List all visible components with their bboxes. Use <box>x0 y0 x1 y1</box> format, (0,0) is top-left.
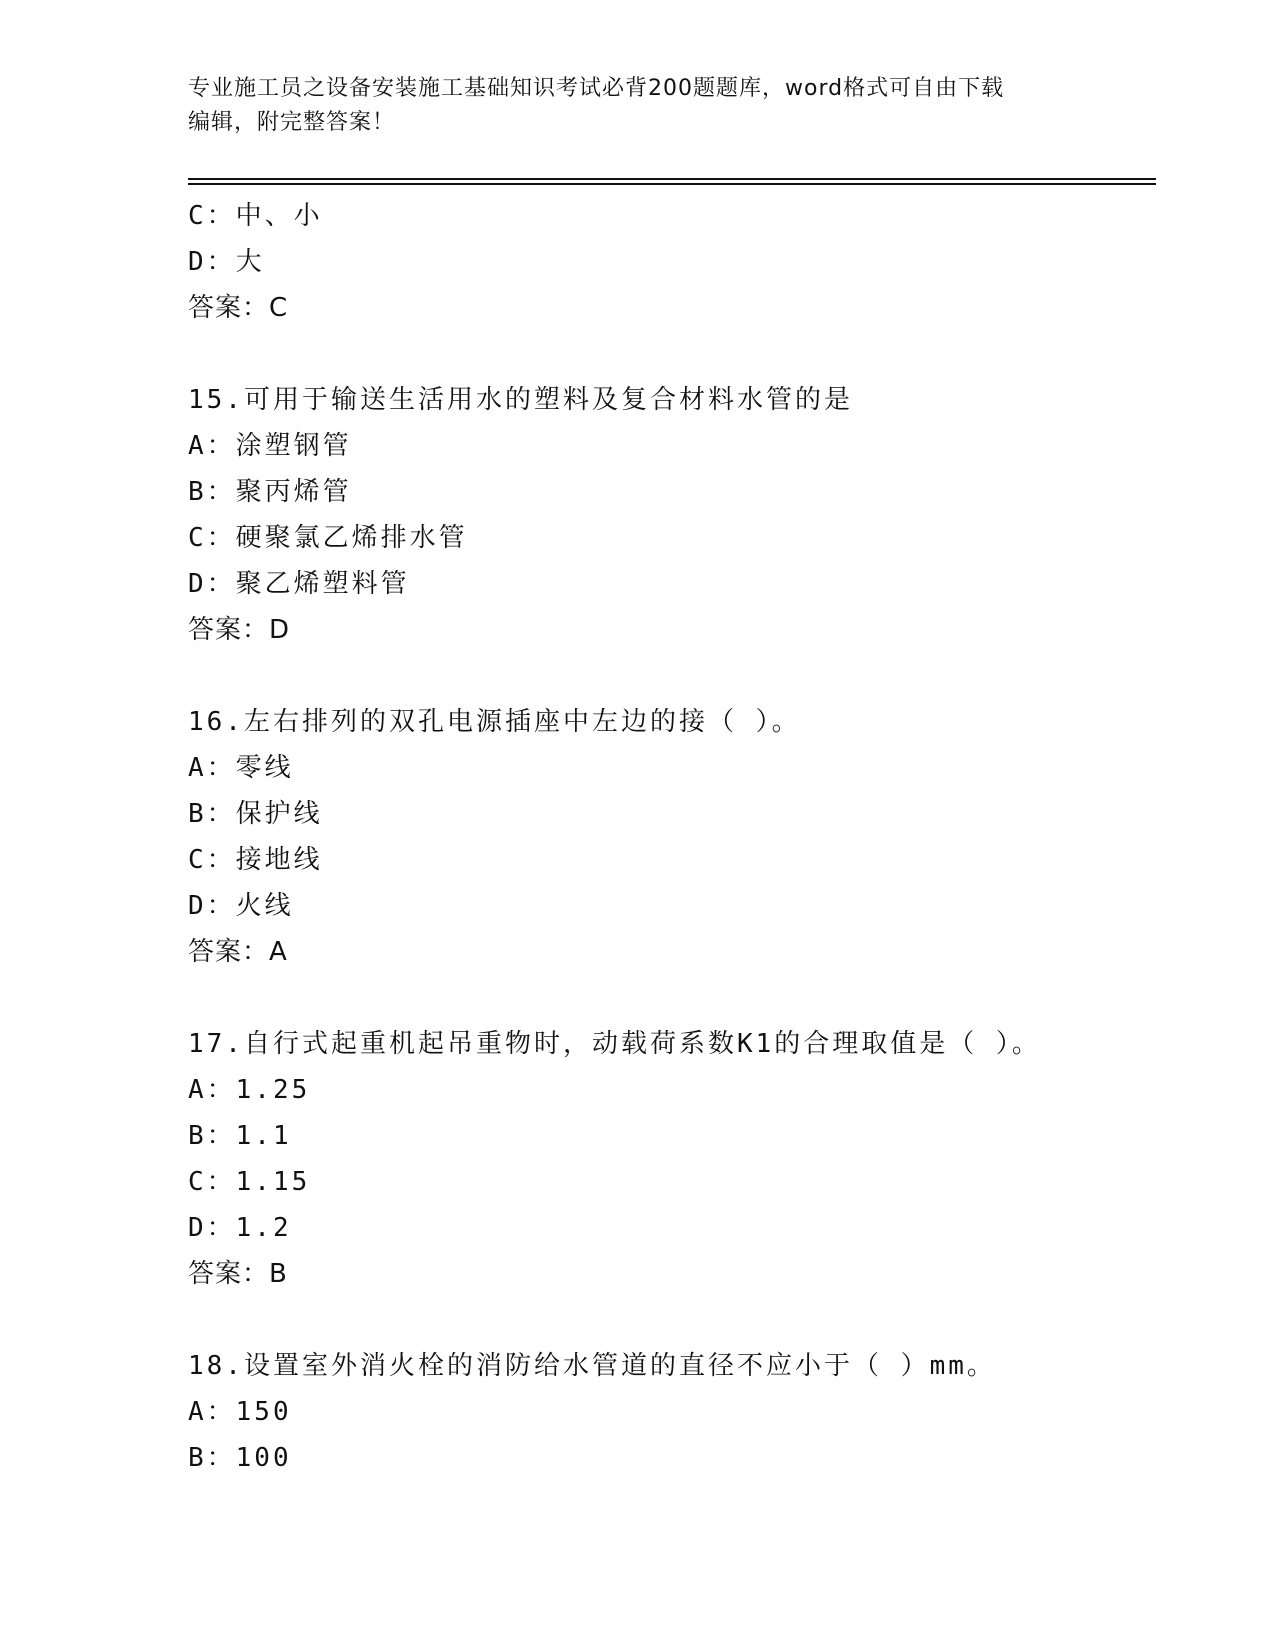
option-a: A：150 <box>188 1397 292 1427</box>
header-divider-top <box>188 178 1156 180</box>
option-a: A：涂塑钢管 <box>188 431 352 461</box>
question-16 <box>188 699 1156 975</box>
header-line-2: 编辑，附完整答案！ <box>188 110 396 135</box>
answer: 答案：A <box>188 937 288 967</box>
question-15 <box>188 377 1156 653</box>
answer: 答案：B <box>188 1259 288 1289</box>
option-c: C：硬聚氯乙烯排水管 <box>188 523 468 553</box>
document-header <box>188 72 1088 140</box>
spacer <box>188 653 1156 699</box>
option-d: D：大 <box>188 247 265 277</box>
option-b: B：1.1 <box>188 1121 292 1151</box>
question-title: 17.自行式起重机起吊重物时，动载荷系数K1的合理取值是（ ）。 <box>188 1029 1041 1059</box>
option-c: C：中、小 <box>188 201 323 231</box>
header-line-1: 专业施工员之设备安装施工基础知识考试必背200题题库，word格式可自由下载 <box>188 76 1005 101</box>
option-d: D：1.2 <box>188 1213 292 1243</box>
option-c: C：1.15 <box>188 1167 311 1197</box>
question-14-continued <box>188 193 1156 331</box>
header-divider-bottom <box>188 183 1156 185</box>
option-a: A：零线 <box>188 753 294 783</box>
question-title: 16.左右排列的双孔电源插座中左边的接（ ）。 <box>188 707 801 737</box>
option-d: D：聚乙烯塑料管 <box>188 569 410 599</box>
option-a: A：1.25 <box>188 1075 311 1105</box>
spacer <box>188 1297 1156 1343</box>
answer: 答案：C <box>188 293 289 323</box>
option-d: D：火线 <box>188 891 294 921</box>
option-c: C：接地线 <box>188 845 323 875</box>
option-b: B：100 <box>188 1443 292 1473</box>
answer: 答案：D <box>188 615 291 645</box>
question-list <box>188 193 1156 1481</box>
spacer <box>188 975 1156 1021</box>
question-title: 18.设置室外消火栓的消防给水管道的直径不应小于（ ）mm。 <box>188 1351 996 1381</box>
question-17 <box>188 1021 1156 1297</box>
question-title: 15.可用于输送生活用水的塑料及复合材料水管的是 <box>188 385 853 415</box>
option-b: B：保护线 <box>188 799 323 829</box>
option-b: B：聚丙烯管 <box>188 477 352 507</box>
question-18 <box>188 1343 1156 1481</box>
spacer <box>188 331 1156 377</box>
